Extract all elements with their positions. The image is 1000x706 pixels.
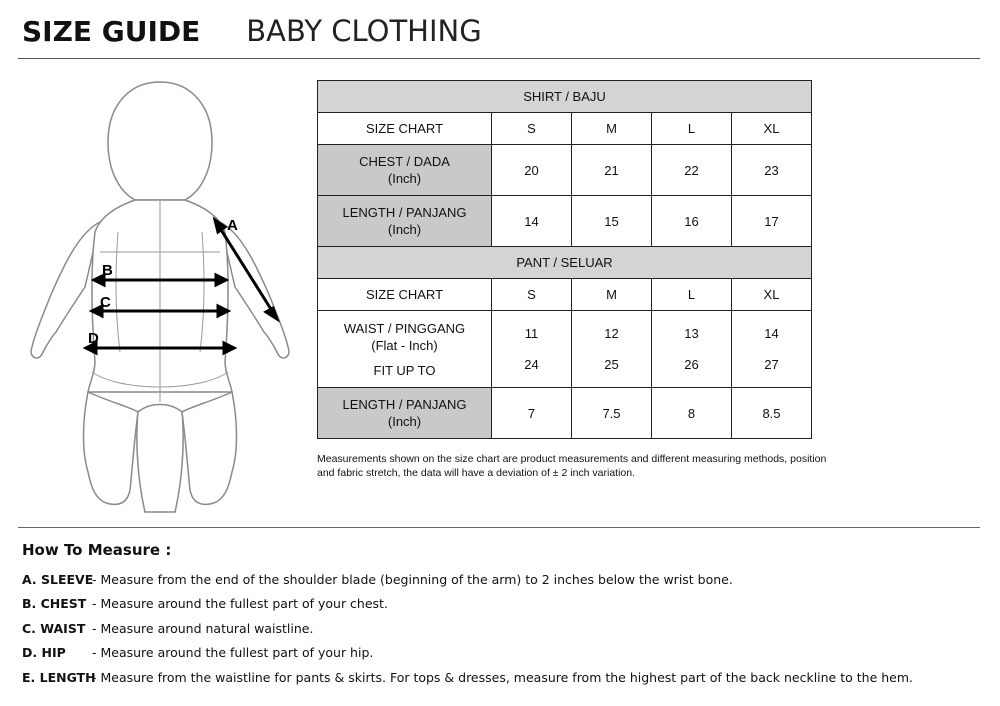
fit-up-to-label: FIT UP TO [373,362,436,378]
pant-length-label-text: LENGTH / PANJANG [342,397,467,412]
shirt-chest-row [318,145,812,196]
waist-unit: (Flat - Inch) [371,337,438,353]
chest-label-text: CHEST / DADA [359,154,450,169]
pant-length-s: 7 [492,388,572,439]
shirt-length-s: 14 [492,196,572,247]
pant-header-row [318,279,812,311]
how-desc: - Measure around the fullest part of your hip. [92,645,374,661]
chest-xl: 23 [732,145,812,196]
waist-m-value: 12 [604,326,619,341]
chest-label [318,145,492,196]
shirt-header-label: SIZE CHART [318,113,492,145]
shirt-header-s: S [492,113,572,145]
shirt-header-xl: XL [732,113,812,145]
pant-header-s: S [492,279,572,311]
fit-l-value: 26 [684,357,699,372]
how-key: E. LENGTH [22,669,96,685]
fit-xl-value: 27 [764,357,779,372]
waist-s-value: 11 [524,326,539,341]
pant-length-xl: 8.5 [732,388,812,439]
waist-label-text: WAIST / PINGGANG [343,320,466,336]
pant-header-xl: XL [732,279,812,311]
shirt-title: SHIRT / BAJU [318,81,812,113]
top-divider [18,58,980,59]
shirt-header-l: L [652,113,732,145]
fit-m-value: 25 [604,357,619,372]
how-item-waist [22,616,992,641]
pant-header-label: SIZE CHART [318,279,492,311]
label-d: D [88,330,99,347]
size-chart-table [317,80,812,439]
how-key: C. WAIST [22,620,86,636]
pant-length-label [318,388,492,439]
baby-measure-diagram [20,72,305,517]
how-item-length [22,665,992,690]
page-header [22,14,482,54]
how-item-hip [22,641,992,666]
waist-xl [732,311,812,388]
shirt-length-row [318,196,812,247]
shirt-length-m: 15 [572,196,652,247]
shirt-length-unit: (Inch) [387,222,422,237]
pant-length-unit: (Inch) [387,414,422,429]
how-to-title: How To Measure : [22,541,172,559]
chest-m: 21 [572,145,652,196]
middle-divider [18,527,980,528]
measurement-note: Measurements shown on the size chart are product measurements and different measuring methods, position and fabric stretch, the data will have a deviation of ± 2 inch variation. [317,453,827,479]
waist-s [492,311,572,388]
chest-l: 22 [652,145,732,196]
pant-length-m: 7.5 [572,388,652,439]
how-key: A. SLEEVE [22,571,94,587]
chest-s: 20 [492,145,572,196]
how-to-list [22,567,992,690]
shirt-length-l: 16 [652,196,732,247]
pant-header-l: L [652,279,732,311]
shirt-header-row [318,113,812,145]
pant-title: PANT / SELUAR [318,247,812,279]
how-desc: - Measure from the waistline for pants & skirts. For tops & dresses, measure from the highest part of the back neckline to the hem. [92,669,913,685]
pant-length-row [318,388,812,439]
pant-header-m: M [572,279,652,311]
how-item-chest [22,592,992,617]
label-b: B [102,262,113,279]
waist-xl-value: 14 [764,326,779,341]
shirt-header-m: M [572,113,652,145]
waist-l [652,311,732,388]
waist-label [318,311,492,388]
page-subtitle: BABY CLOTHING [246,14,482,48]
page-title: SIZE GUIDE [22,15,201,48]
how-item-sleeve [22,567,992,592]
label-c: C [100,294,111,311]
how-key: B. CHEST [22,596,87,612]
waist-l-value: 13 [684,326,699,341]
fit-s-value: 24 [524,357,539,372]
how-desc: - Measure from the end of the shoulder blade (beginning of the arm) to 2 inches below the wrist bone. [92,571,733,587]
how-desc: - Measure around the fullest part of your chest. [92,596,388,612]
waist-m [572,311,652,388]
shirt-length-xl: 17 [732,196,812,247]
label-a: A [227,217,238,234]
chest-unit: (Inch) [387,171,422,186]
how-desc: - Measure around natural waistline. [92,620,314,636]
pant-waist-row [318,311,812,388]
pant-length-l: 8 [652,388,732,439]
shirt-length-label-text: LENGTH / PANJANG [342,205,467,220]
shirt-length-label [318,196,492,247]
how-key: D. HIP [22,645,66,661]
